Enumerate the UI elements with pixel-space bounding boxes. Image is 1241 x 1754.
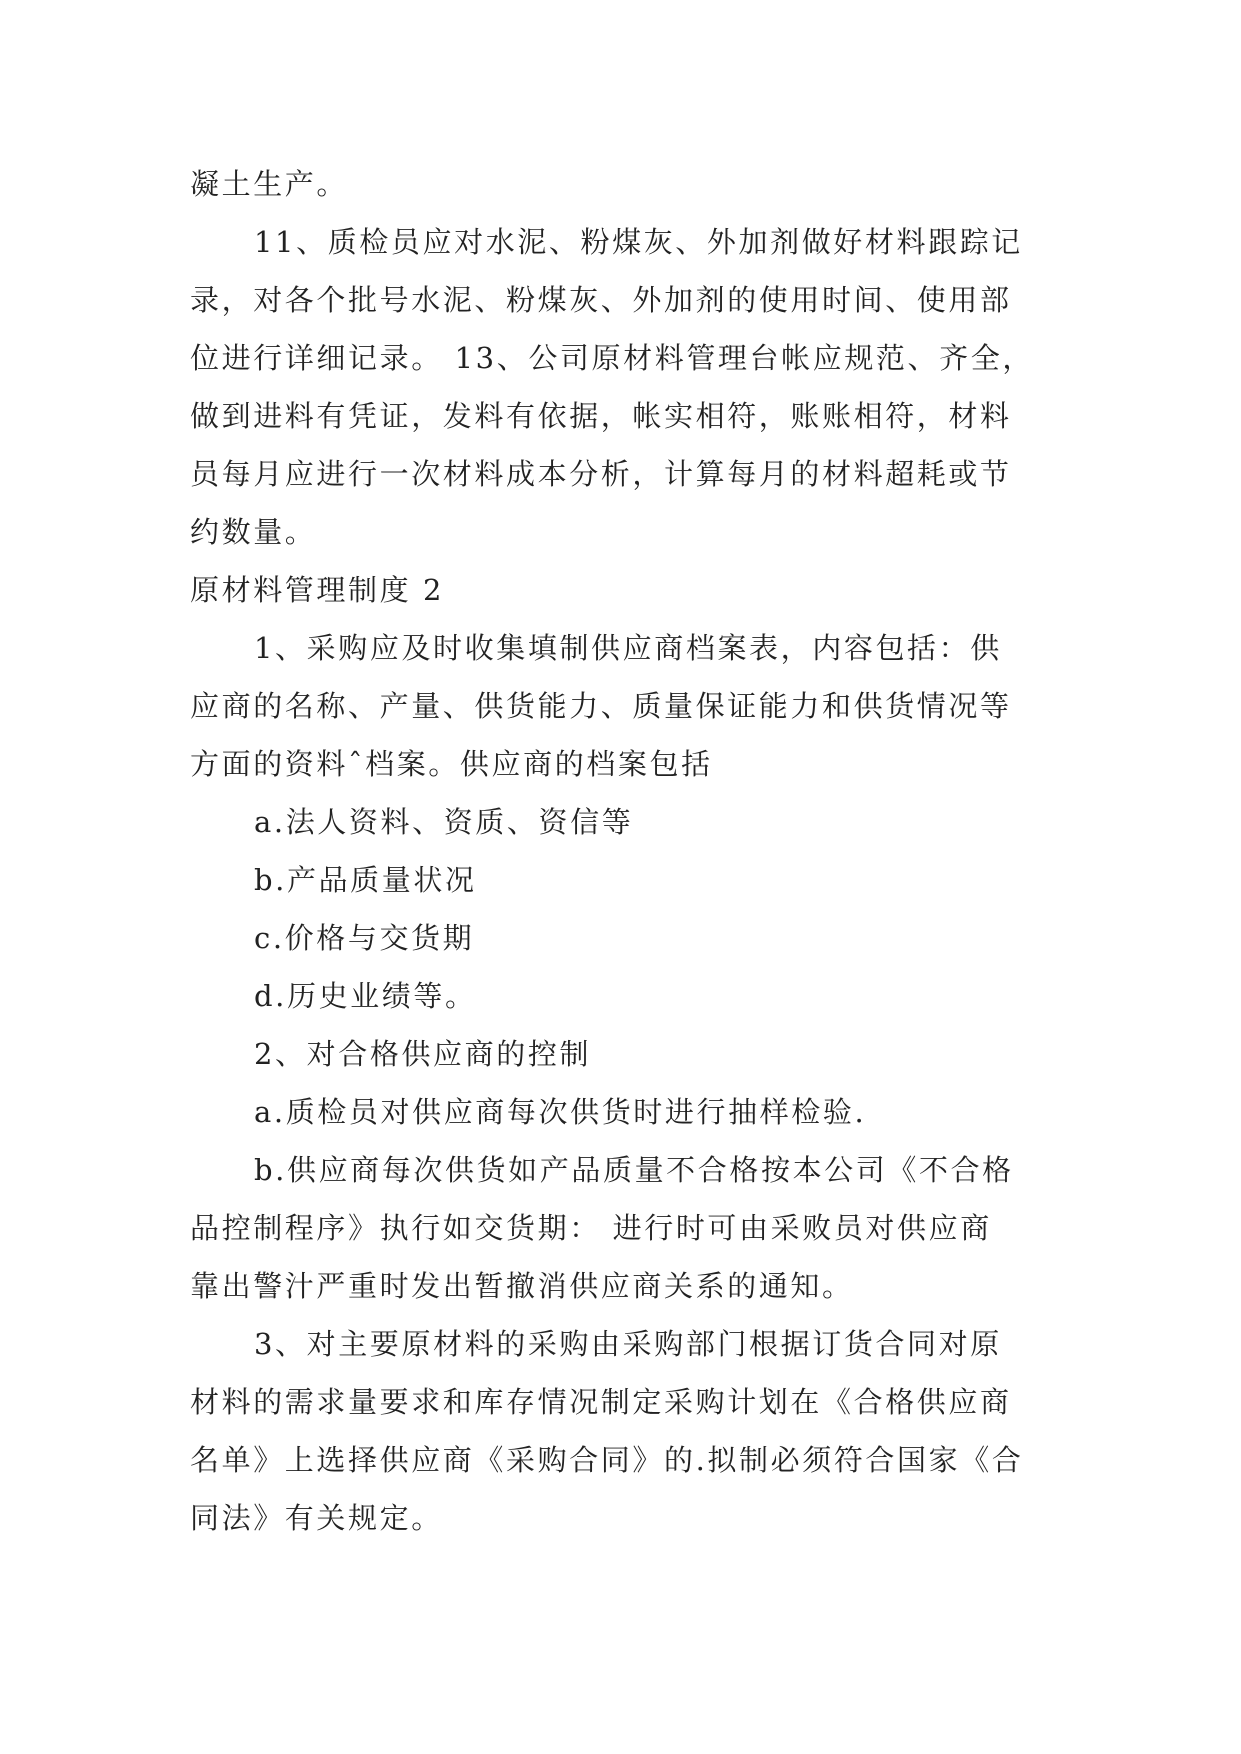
list-item: a.法人资料、资质、资信等 <box>254 805 634 839</box>
text-line: 靠出警汁严重时发出暂撤消供应商关系的通知。 <box>190 1269 854 1303</box>
document-page <box>190 155 1070 1547</box>
text-line: 方面的资料ˆ档案。供应商的档案包括 <box>190 747 713 781</box>
text-line: 做到进料有凭证，发料有依据，帐实相符，账账相符，材料 <box>190 399 1012 433</box>
text-line: 员每月应进行一次材料成本分析，计算每月的材料超耗或节 <box>190 457 1012 491</box>
list-item: c.价格与交货期 <box>254 921 475 955</box>
section-heading: 原材料管理制度 2 <box>190 573 445 607</box>
paragraph-line: 3、对主要原材料的采购由采购部门根据订货合同对原 <box>254 1327 1002 1361</box>
text-line: 录，对各个批号水泥、粉煤灰、外加剂的使用时间、使用部 <box>190 283 1012 317</box>
text-line: 同法》有关规定。 <box>190 1501 443 1535</box>
text-line: 品控制程序》执行如交货期： 进行时可由采败员对供应商 <box>190 1211 992 1245</box>
text-line: 位进行详细记录。 13、公司原材料管理台帐应规范、齐全， <box>190 341 1034 375</box>
paragraph-line: 1、采购应及时收集填制供应商档案表，内容包括：供 <box>254 631 1002 665</box>
text-line: 约数量。 <box>190 515 317 549</box>
list-item: b.产品质量状况 <box>254 863 477 897</box>
list-item: d.历史业绩等。 <box>254 979 477 1013</box>
text-line: 应商的名称、产量、供货能力、质量保证能力和供货情况等 <box>190 689 1012 723</box>
text-line: 凝土生产。 <box>190 167 349 201</box>
list-item: a.质检员对供应商每次供货时进行抽样检验. <box>254 1095 867 1129</box>
list-item: b.供应商每次供货如产品质量不合格按本公司《不合格 <box>254 1153 1014 1187</box>
text-line: 材料的需求量要求和库存情况制定采购计划在《合格供应商 <box>190 1385 1012 1419</box>
paragraph-line: 2、对合格供应商的控制 <box>254 1037 592 1071</box>
paragraph-line: 11、质检员应对水泥、粉煤灰、外加剂做好材料跟踪记 <box>254 225 1023 259</box>
text-line: 名单》上选择供应商《采购合同》的.拟制必须符合国家《合 <box>190 1443 1024 1477</box>
